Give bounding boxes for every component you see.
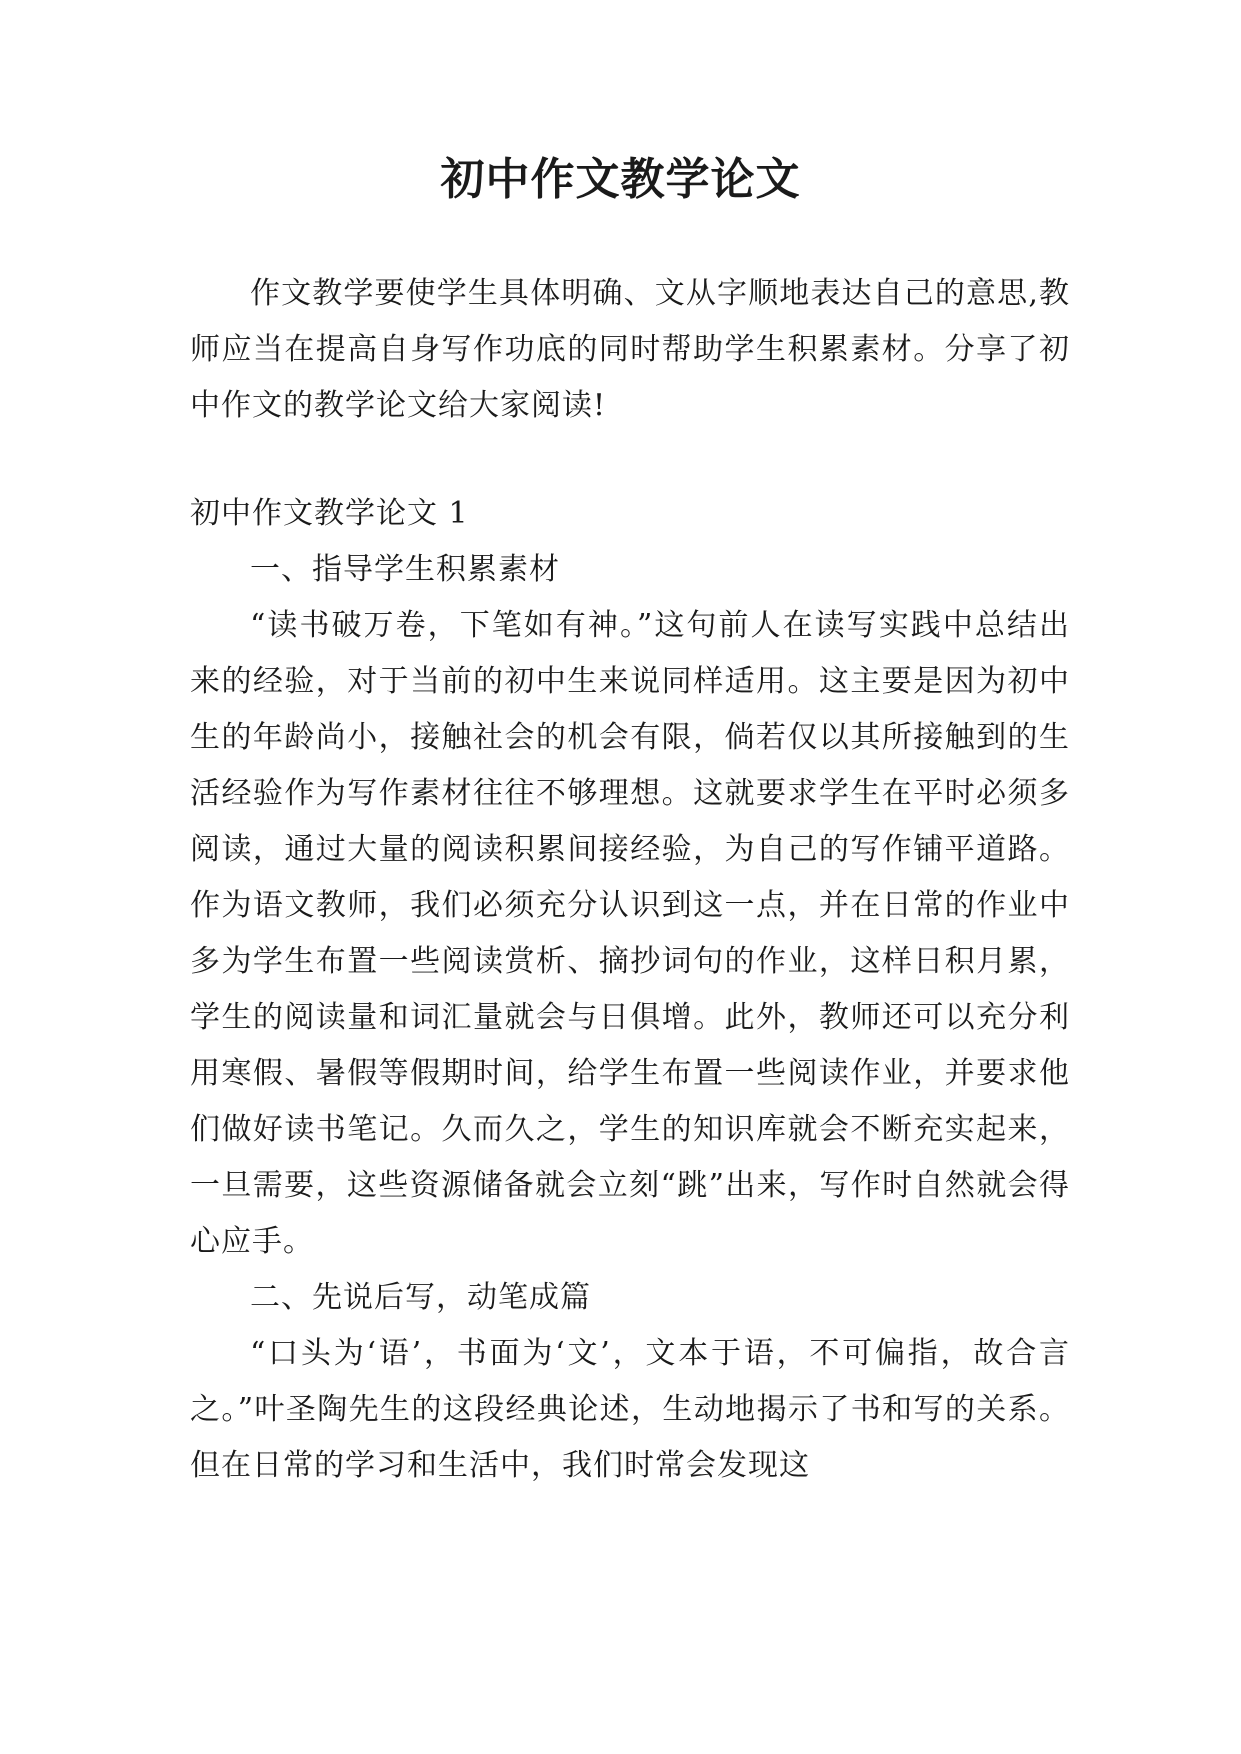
section-heading-1: 一、指导学生积累素材: [250, 552, 560, 587]
intro-paragraph: 作文教学要使学生具体明确、文从字顺地表达自己的意思,教师应当在提高自身写作功底的同时帮助学生积累素材。分享了初中作文的教学论文给大家阅读!: [190, 276, 1070, 423]
document-title: 初中作文教学论文: [440, 154, 801, 205]
section-paragraph-2: “口头为‘语’，书面为‘文’，文本于语，不可偏指，故合言之。”叶圣陶先生的这段经典论述，生动地揭示了书和写的关系。但在日常的学习和生活中，我们时常会发现这: [190, 1336, 1070, 1483]
section-heading-2: 二、先说后写，动笔成篇: [250, 1280, 591, 1315]
essay-title: 初中作文教学论文 1: [190, 496, 469, 531]
section-paragraph-1: “读书破万卷，下笔如有神。”这句前人在读写实践中总结出来的经验，对于当前的初中生来说同样适用。这主要是因为初中生的年龄尚小，接触社会的机会有限，倘若仅以其所接触到的生活经验作为写作素材往往不够理想。这就要求学生在平时必须多阅读，通过大量的阅读积累间接经验，为自己的写作铺平道路。作为语文教师，我们必须充分认识到这一点，并在日常的作业中多为学生布置一些阅读赏析、摘抄词句的作业，这样日积月累，学生的阅读量和词汇量就会与日俱增。此外，教师还可以充分利用寒假、暑假等假期时间，给学生布置一些阅读作业，并要求他们做好读书笔记。久而久之，学生的知识库就会不断充实起来，一旦需要，这些资源储备就会立刻“跳”出来，写作时自然就会得心应手。: [190, 608, 1070, 1259]
document-body: [190, 266, 1070, 1494]
